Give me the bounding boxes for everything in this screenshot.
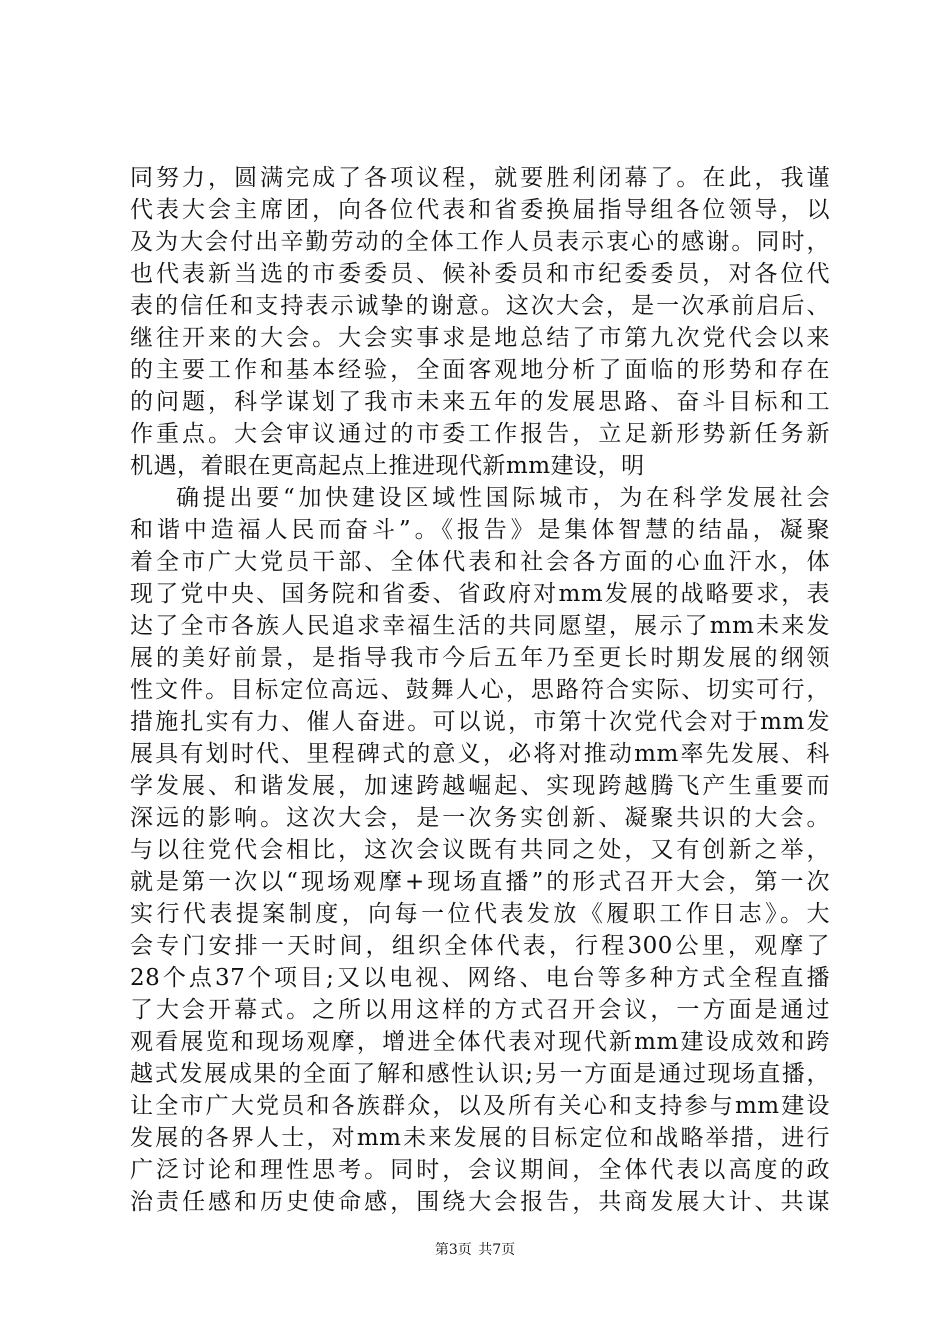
page-total: 共7页 [478,1242,516,1258]
text-line-20: 学发展、和谐发展，加速跨越崛起、实现跨越腾飞产生重要而 [130,773,830,799]
text-line-5: 表的信任和支持表示诚挚的谢意。这次大会，是一次承前启后、 [130,293,830,319]
text-line-7: 的主要工作和基本经验，全面客观地分析了面临的形势和存在 [130,357,830,383]
text-line-30: 让全市广大党员和各族群众，以及所有关心和支持参与mm建设 [130,1093,830,1119]
page-number: 第3页 [434,1242,472,1258]
text-line-18: 措施扎实有力、催人奋进。可以说，市第十次党代会对于mm发 [130,709,830,735]
text-line-33: 治责任感和历史使命感，围绕大会报告，共商发展大计、共谋 [130,1189,830,1215]
text-line-9: 作重点。大会审议通过的市委工作报告，立足新形势新任务新 [130,421,830,447]
text-line-16: 展的美好前景，是指导我市今后五年乃至更长时期发展的纲领 [130,645,830,671]
text-line-19: 展具有划时代、里程碑式的意义，必将对推动mm率先发展、科 [130,741,830,767]
text-line-13: 着全市广大党员干部、全体代表和社会各方面的心血汗水，体 [130,549,830,575]
document-body [130,162,830,1218]
text-line-22: 与以往党代会相比，这次会议既有共同之处，又有创新之举， [130,837,830,863]
text-line-3: 及为大会付出辛勤劳动的全体工作人员表示衷心的感谢。同时， [130,229,830,255]
text-line-6: 继往开来的大会。大会实事求是地总结了市第九次党代会以来 [130,325,830,351]
text-line-23: 就是第一次以“现场观摩+现场直播”的形式召开大会，第一次 [130,869,830,895]
text-line-31: 发展的各界人士，对mm未来发展的目标定位和战略举措，进行 [130,1125,830,1151]
text-line-11: 确提出要“加快建设区域性国际城市，为在科学发展社会 [176,485,830,511]
text-line-1: 同努力，圆满完成了各项议程，就要胜利闭幕了。在此，我谨 [130,165,830,191]
text-line-4: 也代表新当选的市委委员、候补委员和市纪委委员，对各位代 [130,261,830,287]
text-line-12: 和谐中造福人民而奋斗”。《报告》是集体智慧的结晶，凝聚 [130,517,830,543]
text-line-10: 机遇，着眼在更高起点上推进现代新mm建设，明 [130,453,645,479]
text-line-26: 28个点37个项目;又以电视、网络、电台等多种方式全程直播 [130,965,830,991]
text-line-27: 了大会开幕式。之所以用这样的方式召开会议，一方面是通过 [130,997,830,1023]
text-line-2: 代表大会主席团，向各位代表和省委换届指导组各位领导，以 [130,197,830,223]
text-line-32: 广泛讨论和理性思考。同时，会议期间，全体代表以高度的政 [130,1157,830,1183]
text-line-25: 会专门安排一天时间，组织全体代表，行程300公里，观摩了 [130,933,830,959]
text-line-29: 越式发展成果的全面了解和感性认识;另一方面是通过现场直播， [130,1061,830,1087]
text-line-17: 性文件。目标定位高远、鼓舞人心，思路符合实际、切实可行， [130,677,830,703]
text-line-28: 观看展览和现场观摩，增进全体代表对现代新mm建设成效和跨 [130,1029,830,1055]
page-footer [0,1240,950,1260]
text-line-8: 的问题，科学谋划了我市未来五年的发展思路、奋斗目标和工 [130,389,830,415]
text-line-14: 现了党中央、国务院和省委、省政府对mm发展的战略要求，表 [130,581,830,607]
text-line-21: 深远的影响。这次大会，是一次务实创新、凝聚共识的大会。 [130,805,830,831]
text-line-15: 达了全市各族人民追求幸福生活的共同愿望，展示了mm未来发 [130,613,830,639]
text-line-24: 实行代表提案制度，向每一位代表发放《履职工作日志》。大 [130,901,830,927]
